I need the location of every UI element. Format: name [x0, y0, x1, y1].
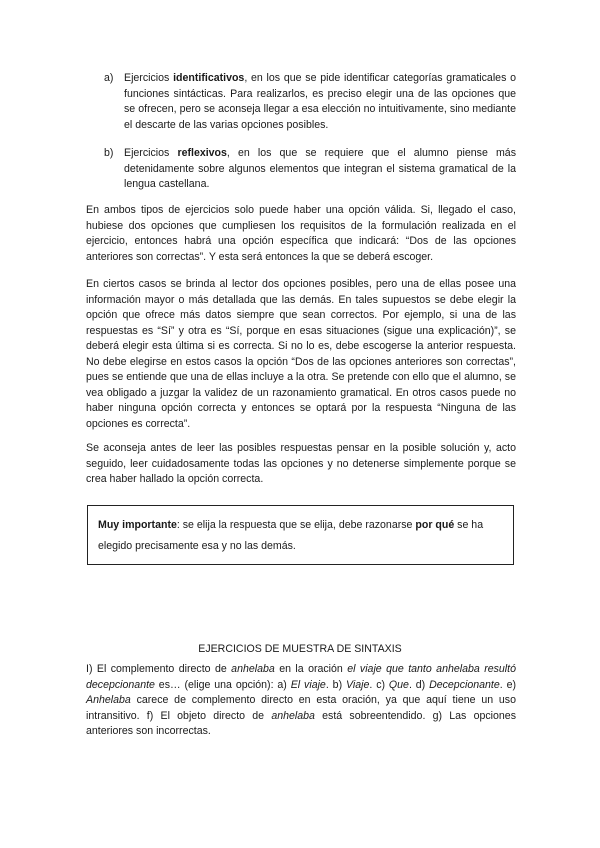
list-marker: a): [104, 72, 114, 84]
option-a: El viaje: [290, 678, 326, 691]
term-identificativos: identificativos: [173, 72, 245, 84]
section-heading: EJERCICIOS DE MUESTRA DE SINTAXIS: [198, 643, 402, 655]
paragraph-opcion-mas-detallada: En ciertos casos se brinda al lector dos opciones posibles, pero una de ellas posee una información mayor o más detallada que las demás. En tales supuestos se debe elegir la opción que ofrece más datos siempre que sean correctos. Por ejemplo, si una de las respuestas es “Sí” y otra es “Sí, porque en esas situaciones (sigue una explicación)”, se deberá elegir esta última si es correcta. Si no lo es, debe escogerse la anterior respuesta. No debe elegirse en estos casos la opción “Dos de las opciones anteriores son correctas”, pues se entiende que una de ellas incluye a la otra. Se pretende con ello que el alumno, se vea obligado a juzgar la validez de un razonamiento gramatical. En otros casos puede no haber ninguna opción correcta y entonces se optará por la respuesta “Ninguna de las opciones es correcta”.: [86, 278, 516, 430]
example-sentence: el viaje que tanto anhelaba resultó decepcionante: [86, 663, 516, 691]
important-note-box: Muy importante: se elija la respuesta que se elija, debe razonarse por qué se ha elegido precisamente esa y no las demás.: [87, 505, 514, 565]
option-c: Que: [388, 678, 409, 691]
option-d: Decepcionante: [429, 678, 500, 691]
list-item-text: Ejercicios identificativos, en los que se pide identificar categorías gramaticales o funciones sintácticas. Para realizarlos, es preciso elegir una de las opciones que se ofrecen, pero se aconseja llegar a esa elección no intuitivamente, sino mediante el descarte de las varias opciones posibles.: [124, 72, 517, 131]
option-b: Viaje: [345, 678, 370, 691]
paragraph-una-opcion-valida: En ambos tipos de ejercicios solo puede haber una opción válida. Si, llegado el caso, hubiese dos opciones que cumpliesen los requisitos de la formulación realizada en el ejercicio, entonces habrá una opción específica que indicará: “Dos de las opciones anteriores son correctas”. Y esta será entonces la que se deberá escoger.: [86, 204, 516, 263]
term-reflexivos: reflexivos: [177, 147, 227, 159]
important-emphasis: por qué: [415, 519, 455, 531]
list-item-text: Ejercicios reflexivos, en los que se requiere que el alumno piense más detenidamente sobre algunos elementos que integran el sistema gramatical de la lengua castellana.: [124, 147, 516, 190]
option-e: Anhelaba: [86, 694, 131, 706]
paragraph-consejo-lectura: Se aconseja antes de leer las posibles respuestas pensar en la posible solución y, acto seguido, leer cuidadosamente todas las opciones y no detenerse simplemente porque se crea haber hallado la opción correcta.: [86, 442, 516, 485]
important-label: Muy importante: [98, 519, 177, 531]
exercise-question-1: I) El complemento directo de anhelaba en la oración el viaje que tanto anhelaba resultó decepcionante es… (elige una opción): a) El viaje. b) Viaje. c) Que. d) Decepcionante. e) Anhelaba carece de complemento directo en esta oración, ya que aquí tiene un uso intransitivo. f) El objeto directo de anhelaba está sobreentendido. g) Las opciones anteriores son incorrectas.: [86, 663, 517, 737]
list-marker: b): [104, 147, 114, 159]
